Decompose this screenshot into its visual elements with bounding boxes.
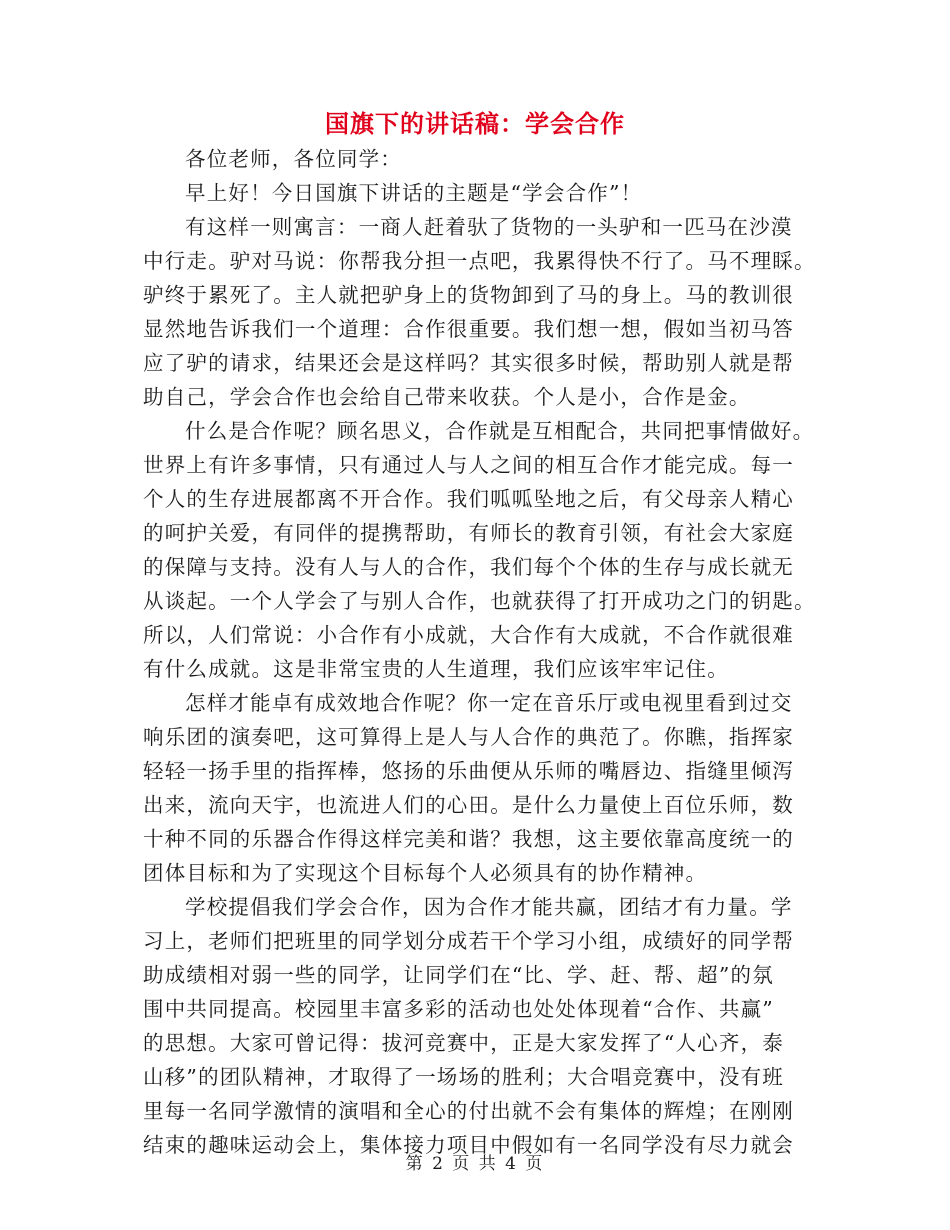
text-line: 有什么成就。这是非常宝贵的人生道理，我们应该牢牢记住。 bbox=[143, 657, 729, 681]
text-line: 助成绩相对弱一些的同学，让同学们在“比、学、赶、帮、超”的氛 bbox=[143, 963, 774, 987]
text-line: 的思想。大家可曾记得：拔河竞赛中，正是大家发挥了“人心齐，泰 bbox=[143, 1031, 784, 1055]
text-line: 的呵护关爱，有同伴的提携帮助，有师长的教育引领，有社会大家庭 bbox=[143, 521, 794, 545]
text-line: 的保障与支持。没有人与人的合作，我们每个个体的生存与成长就无 bbox=[143, 555, 794, 579]
text-line: 显然地告诉我们一个道理：合作很重要。我们想一想，假如当初马答 bbox=[143, 317, 794, 341]
text-line: 轻轻一扬手里的指挥棒，悠扬的乐曲便从乐师的嘴唇边、指缝里倾泻 bbox=[143, 759, 794, 783]
text-line: 助自己，学会合作也会给自己带来收获。个人是小，合作是金。 bbox=[143, 385, 751, 409]
text-line: 世界上有许多事情，只有通过人与人之间的相互合作才能完成。每一 bbox=[143, 453, 794, 477]
document-title: 国旗下的讲话稿：学会合作 bbox=[325, 109, 625, 138]
text-line: 有这样一则寓言：一商人赶着驮了货物的一头驴和一匹马在沙漠 bbox=[185, 215, 793, 239]
text-line: 十种不同的乐器合作得这样完美和谐？我想，这主要依靠高度统一的 bbox=[143, 827, 794, 851]
text-line: 学校提倡我们学会合作，因为合作才能共赢，团结才有力量。学 bbox=[185, 895, 793, 919]
text-line: 结束的趣味运动会上，集体接力项目中假如有一名同学没有尽力就会 bbox=[143, 1133, 794, 1157]
text-line: 出来，流向天宇，也流进人们的心田。是什么力量使上百位乐师，数 bbox=[143, 793, 794, 817]
page-footer: 第 2 页 共 4 页 bbox=[405, 1154, 545, 1174]
text-line: 从谈起。一个人学会了与别人合作，也就获得了打开成功之门的钥匙。 bbox=[143, 589, 816, 613]
text-line: 什么是合作呢？顾名思义，合作就是互相配合，共同把事情做好。 bbox=[185, 419, 815, 443]
text-line: 习上，老师们把班里的同学划分成若干个学习小组，成绩好的同学帮 bbox=[143, 929, 794, 953]
text-line: 驴终于累死了。主人就把驴身上的货物卸到了马的身上。马的教训很 bbox=[143, 283, 794, 307]
text-line: 团体目标和为了实现这个目标每个人必须具有的协作精神。 bbox=[143, 861, 708, 885]
text-line: 个人的生存进展都离不开合作。我们呱呱坠地之后，有父母亲人精心 bbox=[143, 487, 794, 511]
text-line: 响乐团的演奏吧，这可算得上是人与人合作的典范了。你瞧，指挥家 bbox=[143, 725, 794, 749]
text-line: 各位老师，各位同学： bbox=[185, 147, 402, 171]
text-line: 山移”的团队精神，才取得了一场场的胜利；大合唱竞赛中，没有班 bbox=[143, 1065, 784, 1089]
text-line: 应了驴的请求，结果还会是这样吗？其实很多时候，帮助别人就是帮 bbox=[143, 351, 794, 375]
text-line: 围中共同提高。校园里丰富多彩的活动也处处体现着“合作、共赢” bbox=[143, 997, 774, 1021]
document-body bbox=[143, 142, 816, 1162]
text-line: 中行走。驴对马说：你帮我分担一点吧，我累得快不行了。马不理睬。 bbox=[143, 249, 816, 273]
text-line: 所以，人们常说：小合作有小成就，大合作有大成就，不合作就很难 bbox=[143, 623, 794, 647]
text-line: 早上好！今日国旗下讲话的主题是“学会合作”！ bbox=[185, 181, 643, 205]
text-line: 里每一名同学激情的演唱和全心的付出就不会有集体的辉煌；在刚刚 bbox=[143, 1099, 794, 1123]
text-line: 怎样才能卓有成效地合作呢？你一定在音乐厅或电视里看到过交 bbox=[185, 691, 793, 715]
